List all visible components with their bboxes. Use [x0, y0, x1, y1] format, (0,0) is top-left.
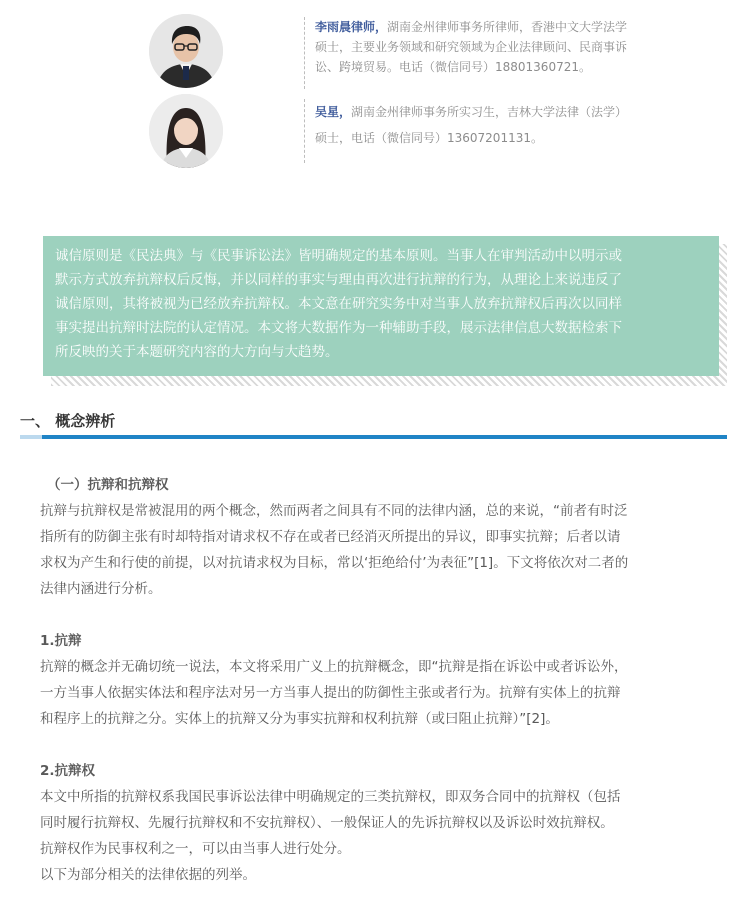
paragraph-line: 法律内涵进行分析。 [40, 581, 162, 597]
paragraph-line: 一方当事人依据实体法和程序法对另一方当事人提出的防御性主张或者行为。抗辩有实体上的抗辩 [40, 685, 621, 701]
author-avatar-female [149, 94, 223, 168]
paragraph-line: 指所有的防御主张有时却特指对请求权不存在或者已经消灭所提出的异议，即事实抗辩；后者以请 [40, 529, 621, 545]
paragraph-line: 以下为部分相关的法律依据的列举。 [40, 867, 256, 883]
subsection-title: （一）抗辩和抗辩权 [47, 477, 169, 493]
part-heading: 2.抗辩权 [40, 763, 96, 779]
abstract-text [43, 236, 719, 376]
paragraph-line: 抗辩的概念并无确切统一说法，本文将采用广义上的抗辩概念，即“抗辩是指在诉讼中或者诉讼外， [40, 659, 628, 675]
author-bio-line: 讼、跨境贸易。电话（微信同号）18801360721。 [315, 60, 591, 74]
author-block [0, 0, 738, 180]
abstract-line: 所反映的关于本题研究内容的大方向与大趋势。 [55, 344, 339, 360]
section-divider [20, 435, 727, 439]
subsection-paragraph [40, 498, 720, 602]
abstract-line: 默示方式放弃抗辩权后反悔，并以同样的事实与理由再次进行抗辩的行为，从理论上来说违反了 [55, 272, 622, 288]
author-bio-line [315, 17, 680, 37]
part-2 [40, 758, 720, 888]
section-header [20, 408, 727, 440]
abstract-box [43, 236, 727, 386]
author-name: 吴星， [315, 105, 352, 119]
paragraph-line: 同时履行抗辩权、先履行抗辩权和不安抗辩权）、一般保证人的先诉抗辩权以及诉讼时效抗辩权。 [40, 815, 614, 831]
abstract-line: 事实提出抗辩时法院的认定情况。本文将大数据作为一种辅助手段，展示法律信息大数据检索下 [55, 320, 622, 336]
abstract-line: 诚信原则，其将被视为已经放弃抗辩权。本文意在研究实务中对当事人放弃抗辩权后再次以同样 [55, 296, 622, 312]
paragraph-line: 和程序上的抗辩之分。实体上的抗辩又分为事实抗辩和权利抗辩（或曰阻止抗辩）”[2]。 [40, 711, 559, 727]
subsection-heading [47, 472, 727, 498]
author-desc: 湖南金州律师事务所实习生，吉林大学法律（法学） [351, 105, 628, 119]
paragraph-line: 本文中所指的抗辩权系我国民事诉讼法律中明确规定的三类抗辩权，即双务合同中的抗辩权（包括 [40, 789, 621, 805]
author-name: 李雨晨律师， [315, 20, 388, 34]
author-bio-line [315, 99, 680, 125]
part-heading: 1.抗辩 [40, 633, 82, 649]
author-bio-1 [304, 17, 680, 89]
author-bio-2 [304, 99, 680, 163]
author-bio-line: 硕士，电话（微信同号）13607201131。 [315, 131, 543, 145]
paragraph-line: 抗辩与抗辩权是常被混用的两个概念，然而两者之间具有不同的法律内涵，总的来说，“前者有时泛 [40, 503, 628, 519]
section-title: 一、 概念辨析 [20, 412, 116, 430]
paragraph-line: 求权为产生和行使的前提，以对抗请求权为目标，常以‘拒绝给付’为表征”[1]。下文将依次对二者的 [40, 555, 629, 571]
author-desc: 湖南金州律师事务所律师，香港中文大学法学 [387, 20, 628, 34]
author-bio-line: 硕士，主要业务领域和研究领域为企业法律顾问、民商事诉 [315, 40, 628, 54]
paragraph-line: 抗辩权作为民事权利之一，可以由当事人进行处分。 [40, 841, 351, 857]
part-1 [40, 628, 720, 732]
abstract-line: 诚信原则是《民法典》与《民事诉讼法》皆明确规定的基本原则。当事人在审判活动中以明示或 [55, 248, 622, 264]
section-divider-accent [20, 435, 42, 439]
author-avatar-male [149, 14, 223, 88]
